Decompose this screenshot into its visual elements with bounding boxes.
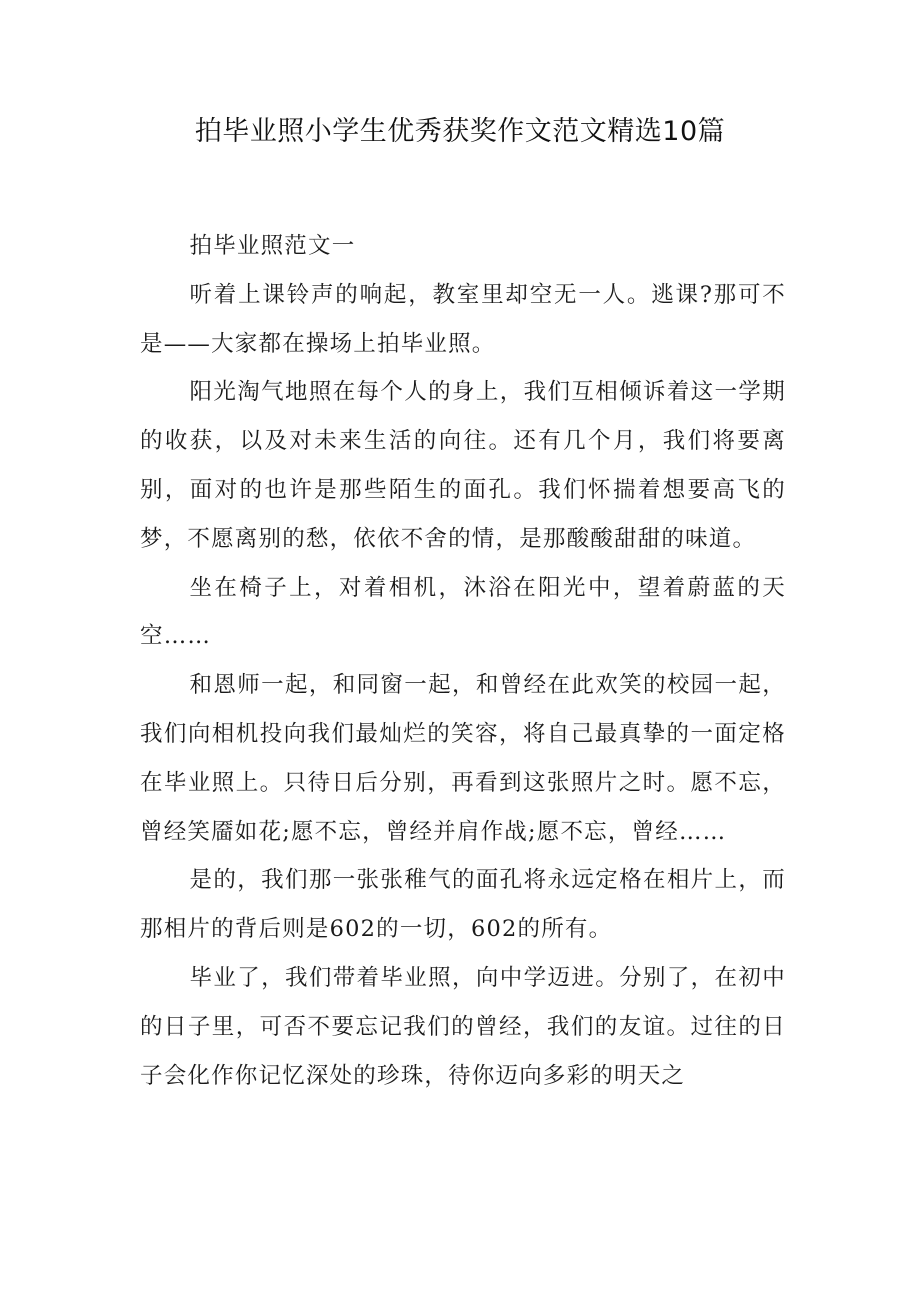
paragraph-4: 和恩师一起，和同窗一起，和曾经在此欢笑的校园一起，我们向相机投向我们最灿烂的笑容，将自己最真挚的一面定格在毕业照上。只待日后分别，再看到这张照片之时。愿不忘，曾经笑靥如花;愿不忘，曾经并肩作战;愿不忘，曾经…… — [140, 672, 786, 845]
paragraph-3: 坐在椅子上，对着相机，沐浴在阳光中，望着蔚蓝的天空…… — [140, 574, 786, 650]
section-heading: 拍毕业照范文一 — [189, 233, 356, 259]
paragraph-5: 是的，我们那一张张稚气的面孔将永远定格在相片上，而那相片的背后则是602的一切，602的所有。 — [140, 867, 786, 943]
paragraph-2: 阳光淘气地照在每个人的身上，我们互相倾诉着这一学期的收获，以及对未来生活的向往。还有几个月，我们将要离别，面对的也许是那些陌生的面孔。我们怀揣着想要高飞的梦，不愿离别的愁，依依不舍的情，是那酸酸甜甜的味道。 — [140, 379, 786, 552]
document-title: 拍毕业照小学生优秀获奖作文范文精选10篇 — [194, 116, 726, 147]
paragraph-6: 毕业了，我们带着毕业照，向中学迈进。分别了，在初中的日子里，可否不要忘记我们的曾经，我们的友谊。过往的日子会化作你记忆深处的珍珠，待你迈向多彩的明天之 — [140, 964, 786, 1089]
paragraph-1: 听着上课铃声的响起，教室里却空无一人。逃课?那可不是——大家都在操场上拍毕业照。 — [140, 281, 786, 357]
document-body — [140, 222, 786, 1100]
